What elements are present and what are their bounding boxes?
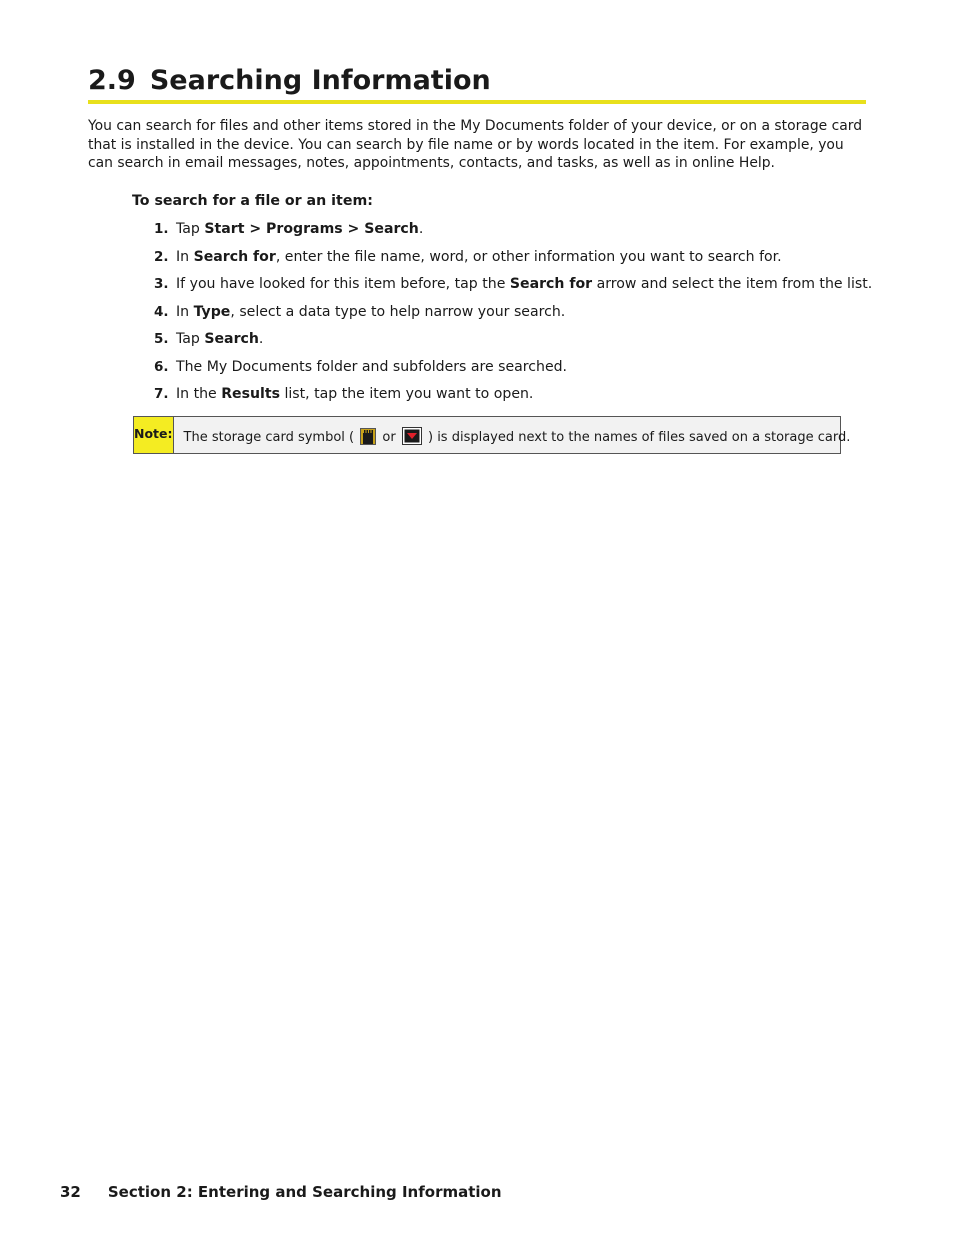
page-footer	[60, 1183, 502, 1201]
step-text: In	[176, 248, 194, 265]
note-text	[174, 417, 851, 453]
steps-list	[154, 219, 873, 412]
step-number: 1.	[154, 221, 169, 237]
step-text: , enter the file name, word, or other information you want to search for.	[275, 248, 782, 265]
storage-card-sd-icon	[360, 428, 376, 445]
step-keyword: Search for	[509, 276, 593, 292]
procedure-heading: To search for a file or an item:	[132, 193, 373, 209]
step-text: Tap	[176, 331, 205, 347]
step-keyword: Search for	[193, 248, 276, 265]
step-number: 3.	[154, 276, 169, 292]
step-number: 7.	[154, 386, 169, 402]
step-text: Tap	[176, 221, 205, 237]
note-label: Note:	[134, 417, 174, 453]
step-number: 4.	[154, 303, 169, 320]
note-text-after: ) is displayed next to the names of files saved on a storage card.	[427, 430, 851, 445]
step-item	[154, 274, 873, 302]
intro-paragraph: You can search for files and other items stored in the My Documents folder of your device, or on a storage card that is installed in the device. You can search by file name or by words located in the item. For example, you can search in email messages, notes, appointments, contacts, and tasks, as well as in online Help.	[88, 118, 863, 171]
step-item	[154, 384, 854, 412]
step-number: 5.	[154, 331, 169, 347]
step-number: 2.	[154, 248, 169, 265]
step-text: The My Documents folder and subfolders are searched.	[176, 358, 568, 375]
step-number: 6.	[154, 358, 169, 375]
step-text: list, tap the item you want to open.	[279, 386, 534, 402]
section-heading	[88, 62, 866, 104]
step-keyword: Results	[221, 386, 280, 402]
footer-section-title: Section 2: Entering and Searching Information	[107, 1183, 502, 1201]
step-item	[154, 247, 854, 275]
step-item	[154, 219, 854, 247]
note-box	[133, 416, 851, 454]
step-text: , select a data type to help narrow your search.	[230, 303, 566, 320]
section-title: Searching Information	[149, 65, 491, 96]
step-keyword: Start > Programs > Search	[204, 221, 419, 237]
step-keyword: Type	[193, 303, 231, 320]
step-text: arrow and select the item from the list.	[592, 276, 873, 292]
step-text: In	[176, 303, 194, 320]
note-text-before: The storage card symbol (	[183, 430, 355, 445]
storage-card-icon	[402, 427, 422, 445]
step-text: In the	[176, 386, 222, 402]
step-item	[154, 302, 854, 330]
step-item	[154, 357, 854, 385]
step-text: .	[258, 331, 264, 347]
note-text-or: or	[382, 430, 396, 445]
step-keyword: Search	[204, 331, 259, 347]
step-text: .	[418, 221, 424, 237]
section-number: 2.9	[88, 65, 136, 96]
step-item	[154, 329, 854, 357]
step-text: If you have looked for this item before, tap the	[176, 276, 510, 292]
page-number: 32	[60, 1183, 81, 1201]
